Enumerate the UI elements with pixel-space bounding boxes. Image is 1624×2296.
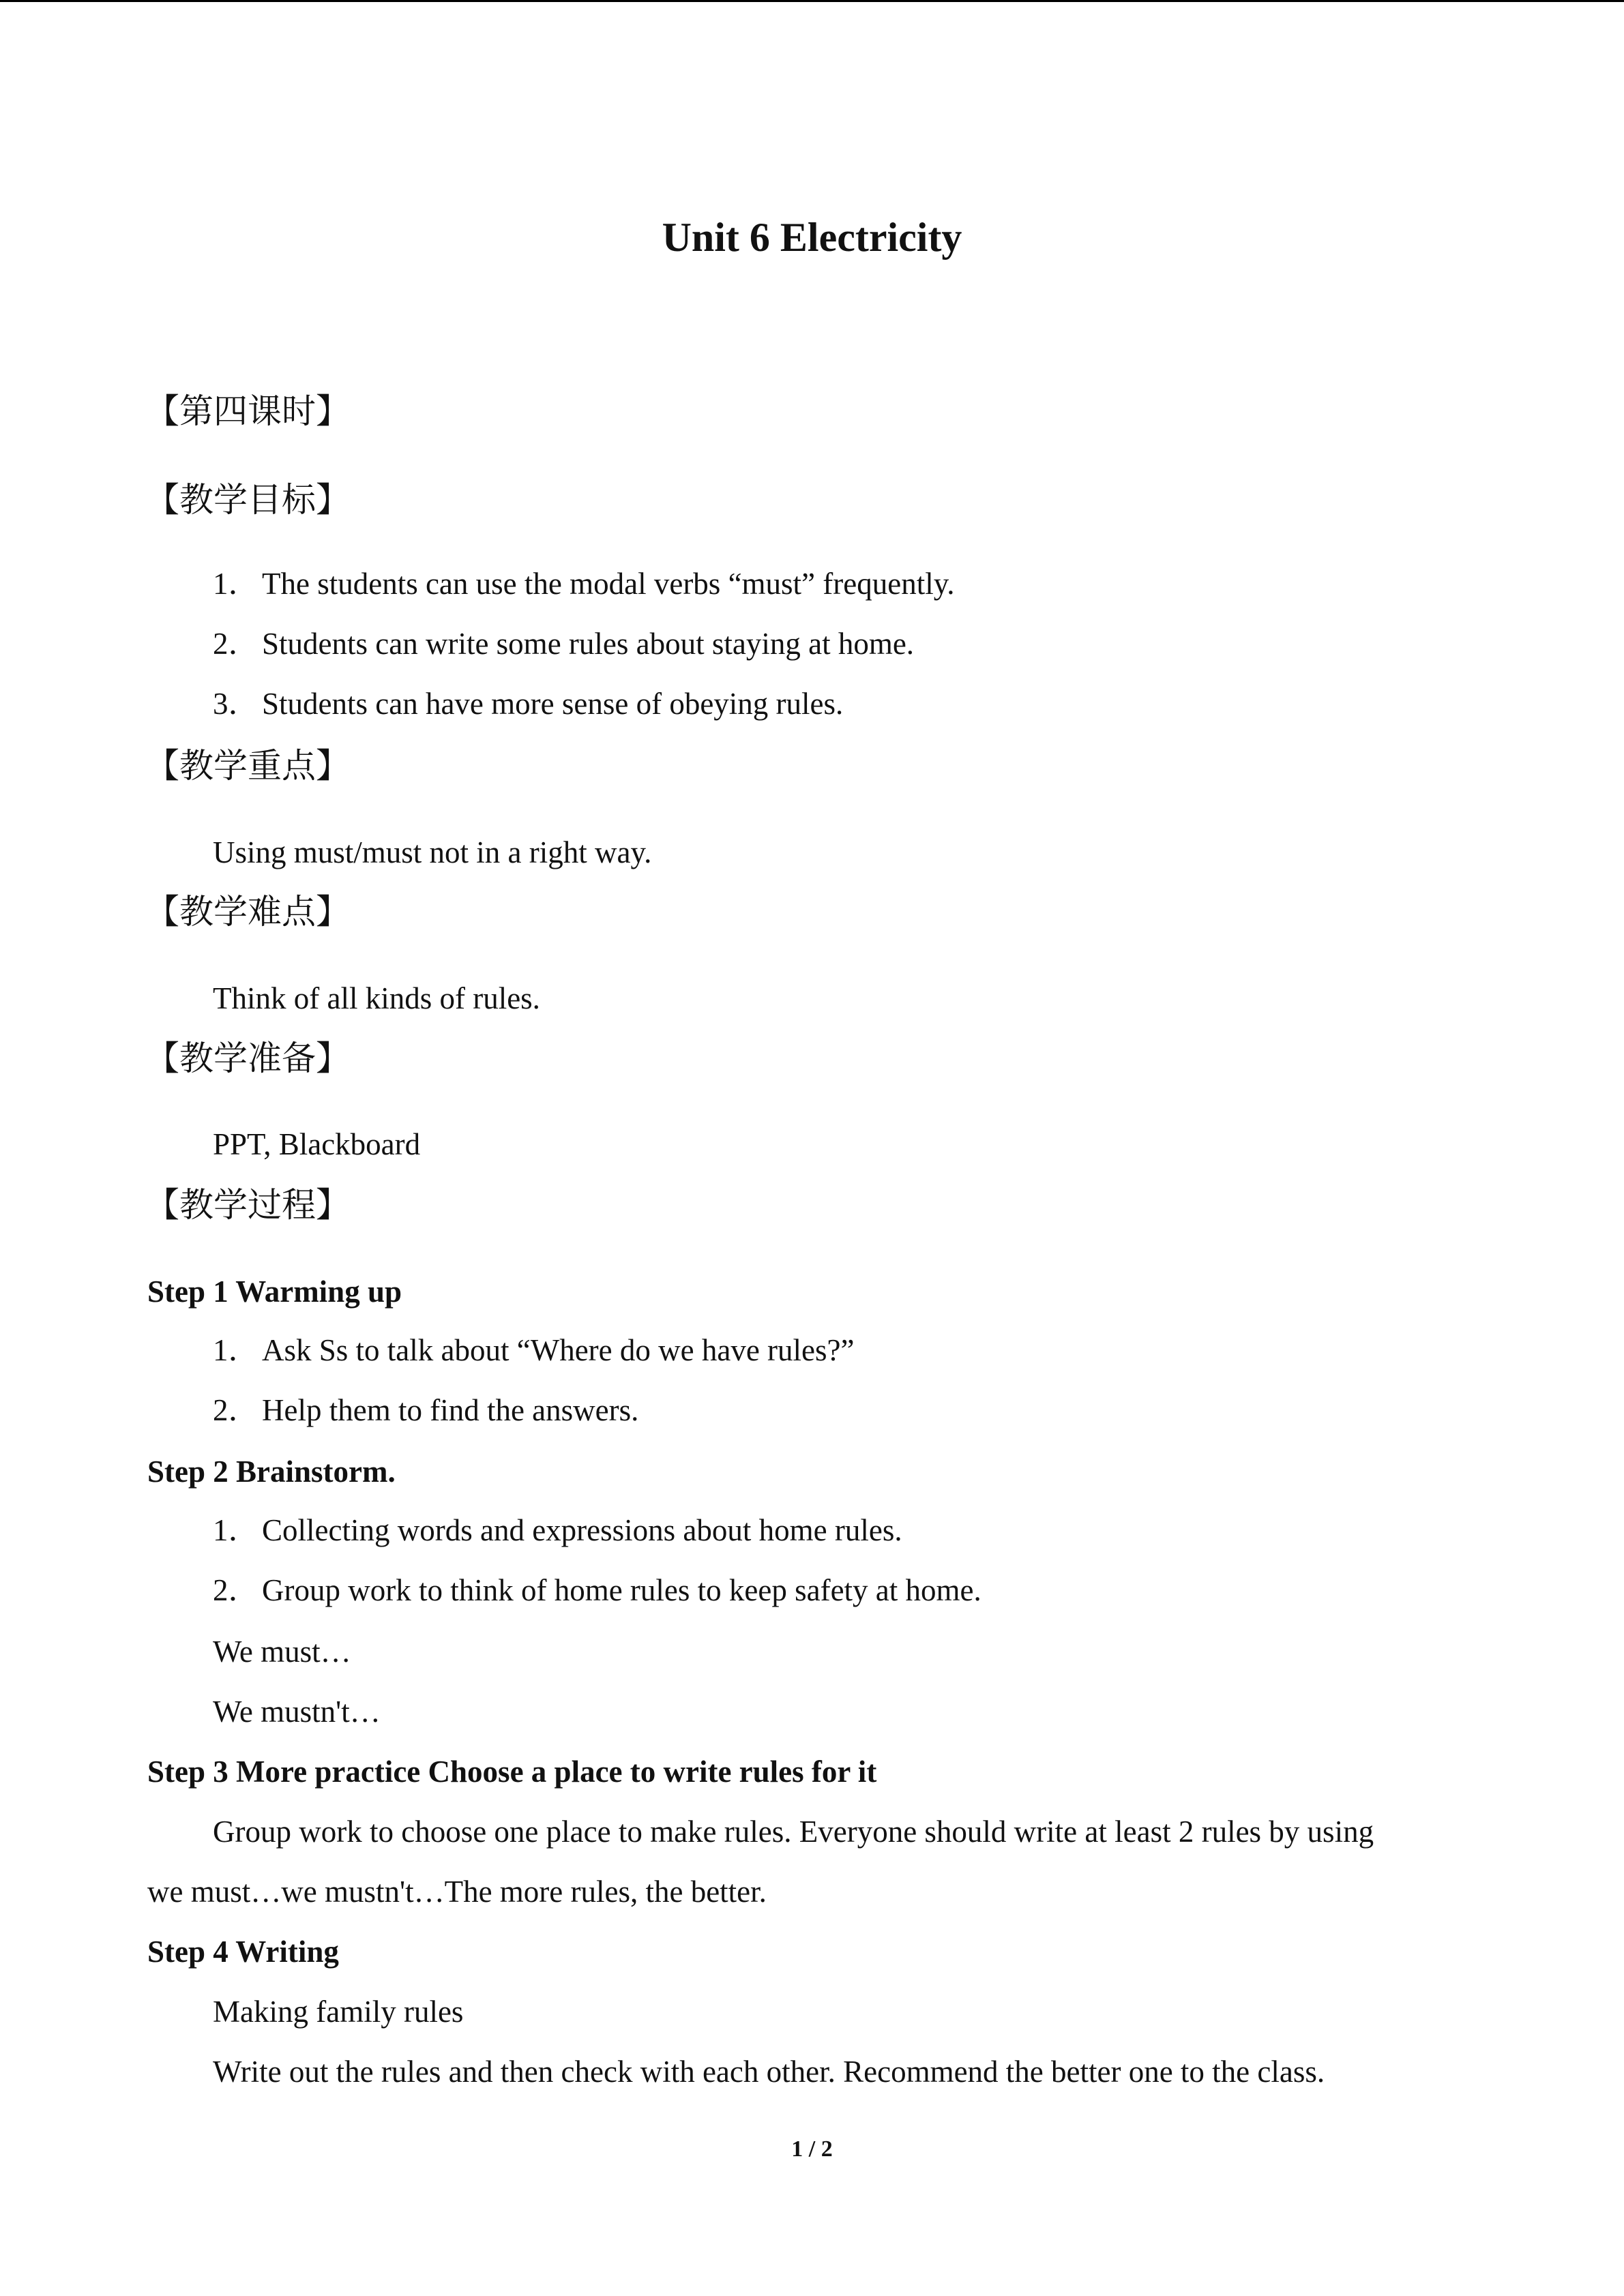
page-number: 1 / 2 — [791, 2136, 833, 2162]
objective-item — [213, 689, 843, 719]
step1-item — [213, 1335, 854, 1366]
objective-text: Students can have more sense of obeying rules. — [262, 687, 844, 721]
difficulties-heading: 【教学难点】 — [145, 892, 350, 931]
preparation-heading: 【教学准备】 — [145, 1039, 350, 1078]
document-title: Unit 6 Electricity — [662, 215, 962, 260]
step2-title: Step 2 Brainstorm. — [147, 1455, 396, 1489]
step3-paragraph-line1: Group work to choose one place to make rules. Everyone should write at least 2 rules by using — [213, 1815, 1374, 1849]
step2-item-number: 2． — [213, 1573, 259, 1607]
objective-text: The students can use the modal verbs “must” frequently. — [262, 567, 955, 601]
step1-item — [213, 1395, 638, 1426]
step2-item-number: 1． — [213, 1513, 259, 1547]
step2-item-text: Group work to think of home rules to keep safety at home. — [262, 1573, 981, 1607]
step2-item-text: Collecting words and expressions about home rules. — [262, 1513, 902, 1547]
step4-line1: Making family rules — [213, 1995, 464, 2029]
lesson-heading: 【第四课时】 — [145, 391, 350, 431]
step3-title: Step 3 More practice Choose a place to write rules for it — [147, 1755, 877, 1789]
objective-number: 2． — [213, 627, 259, 661]
key-points-heading: 【教学重点】 — [145, 746, 350, 786]
step4-line2: Write out the rules and then check with each other. Recommend the better one to the class. — [213, 2055, 1325, 2089]
objective-item — [213, 629, 914, 659]
step1-item-text: Help them to find the answers. — [262, 1393, 639, 1427]
step1-title: Step 1 Warming up — [147, 1274, 402, 1309]
step2-item — [213, 1515, 902, 1546]
step4-title: Step 4 Writing — [147, 1935, 339, 1969]
step3-paragraph-line2: we must…we mustn't…The more rules, the better. — [147, 1875, 767, 1909]
objective-text: Students can write some rules about staying at home. — [262, 627, 915, 661]
objective-item — [213, 569, 955, 599]
step2-mustnt-line: We mustn't… — [213, 1695, 381, 1729]
step1-item-number: 1． — [213, 1333, 259, 1367]
step2-must-line: We must… — [213, 1635, 351, 1669]
objective-number: 3． — [213, 687, 259, 721]
objectives-heading: 【教学目标】 — [145, 480, 350, 520]
step1-item-number: 2． — [213, 1393, 259, 1427]
step2-item — [213, 1575, 981, 1606]
step1-item-text: Ask Ss to talk about “Where do we have rules?” — [262, 1333, 855, 1367]
page-top-border — [0, 0, 1624, 2]
key-points-text: Using must/must not in a right way. — [213, 835, 652, 869]
preparation-text: PPT, Blackboard — [213, 1127, 421, 1161]
process-heading: 【教学过程】 — [145, 1185, 350, 1225]
difficulties-text: Think of all kinds of rules. — [213, 981, 540, 1015]
objective-number: 1． — [213, 567, 259, 601]
